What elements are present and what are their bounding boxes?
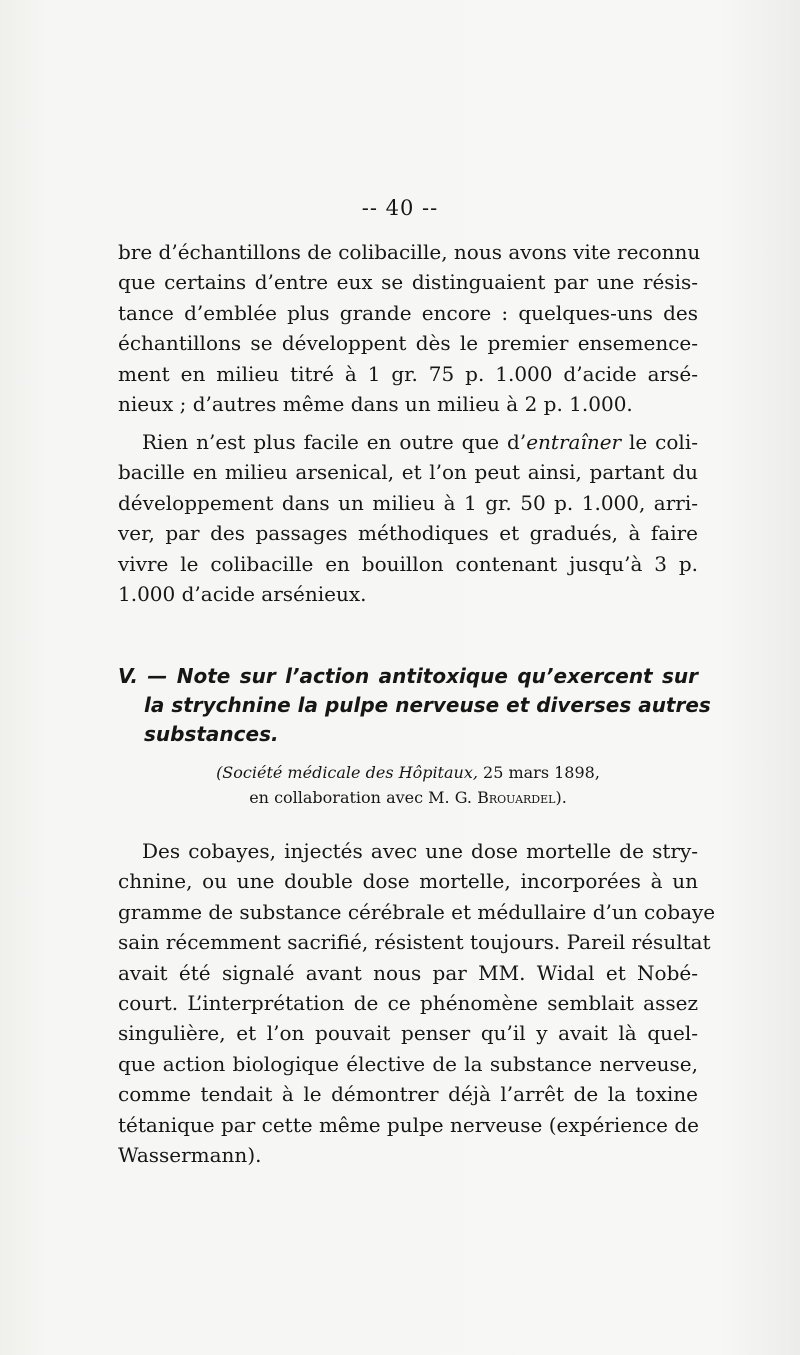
text-line: avait été signalé avant nous par MM. Widal et Nobé- <box>118 960 698 985</box>
text-line: échantillons se développent dès le premier ensemence- <box>118 331 698 356</box>
text-line: Des cobayes, injectés avec une dose mortelle de stry- <box>142 839 698 863</box>
reference-author: Brouardel <box>477 788 556 807</box>
reference-collab: en collaboration avec M. G. <box>249 788 478 807</box>
text-line: bacille en milieu arsenical, et l’on peut ainsi, partant du <box>118 460 698 485</box>
text-line: que certains d’entre eux se distinguaient par une résis- <box>118 270 698 295</box>
text-run: le coli- <box>621 430 698 454</box>
text-line: ment en milieu titré à 1 gr. 75 p. 1.000 d’acide arsé- <box>118 361 698 386</box>
text-line: gramme de substance cérébrale et médullaire d’un cobaye <box>118 899 716 924</box>
paragraph-2 <box>118 427 698 609</box>
text-line: tance d’emblée plus grande encore : quelques-uns des <box>118 300 698 325</box>
text-line: développement dans un milieu à 1 gr. 50 p. 1.000, arri- <box>118 490 698 515</box>
text-run: Rien n’est plus facile en outre que d’ <box>142 430 527 454</box>
section-reference <box>118 760 698 810</box>
text-line: chnine, ou une double dose mortelle, incorporées à un <box>118 869 698 894</box>
text-line: bre d’échantillons de colibacille, nous avons vite reconnu <box>118 240 701 264</box>
text-line <box>118 427 698 457</box>
paragraph-3 <box>118 836 716 1170</box>
paragraph-1 <box>118 237 701 419</box>
text-line: court. L’interprétation de ce phénomène semblait assez <box>118 991 698 1016</box>
text-line: Wassermann). <box>118 1143 262 1168</box>
text-line: comme tendait à le démontrer déjà l’arrêt de la toxine <box>118 1082 698 1107</box>
heading-line: substances. <box>144 722 279 746</box>
text-line: vivre le colibacille en bouillon contenant jusqu’à 3 p. <box>118 551 698 576</box>
text-line: ver, par des passages méthodiques et gradués, à faire <box>118 521 698 546</box>
reference-society: (Société médicale des Hôpitaux, <box>216 763 478 782</box>
reference-line <box>118 760 698 785</box>
section-heading <box>118 662 711 749</box>
heading-line: la strychnine la pulpe nerveuse et diverses autres <box>144 693 711 717</box>
heading-line: V. — Note sur l’action antitoxique qu’exercent sur <box>118 664 698 688</box>
reference-line <box>118 785 698 810</box>
text-line: sain récemment sacrifié, résistent toujours. Pareil résultat <box>118 930 711 955</box>
reference-date: 25 mars 1898, <box>477 763 600 782</box>
text-line: que action biologique élective de la substance nerveuse, <box>118 1051 698 1076</box>
text-line: tétanique par cette même pulpe nerveuse (expérience de <box>118 1112 699 1137</box>
text-line: nieux ; d’autres même dans un milieu à 2 p. 1.000. <box>118 392 633 417</box>
reference-close: ). <box>555 788 567 807</box>
emphasis-word: entraîner <box>526 430 622 454</box>
text-line: 1.000 d’acide arsénieux. <box>118 582 367 607</box>
page-number: -- 40 -- <box>361 196 439 220</box>
text-line: singulière, et l’on pouvait penser qu’il y avait là quel- <box>118 1021 698 1046</box>
